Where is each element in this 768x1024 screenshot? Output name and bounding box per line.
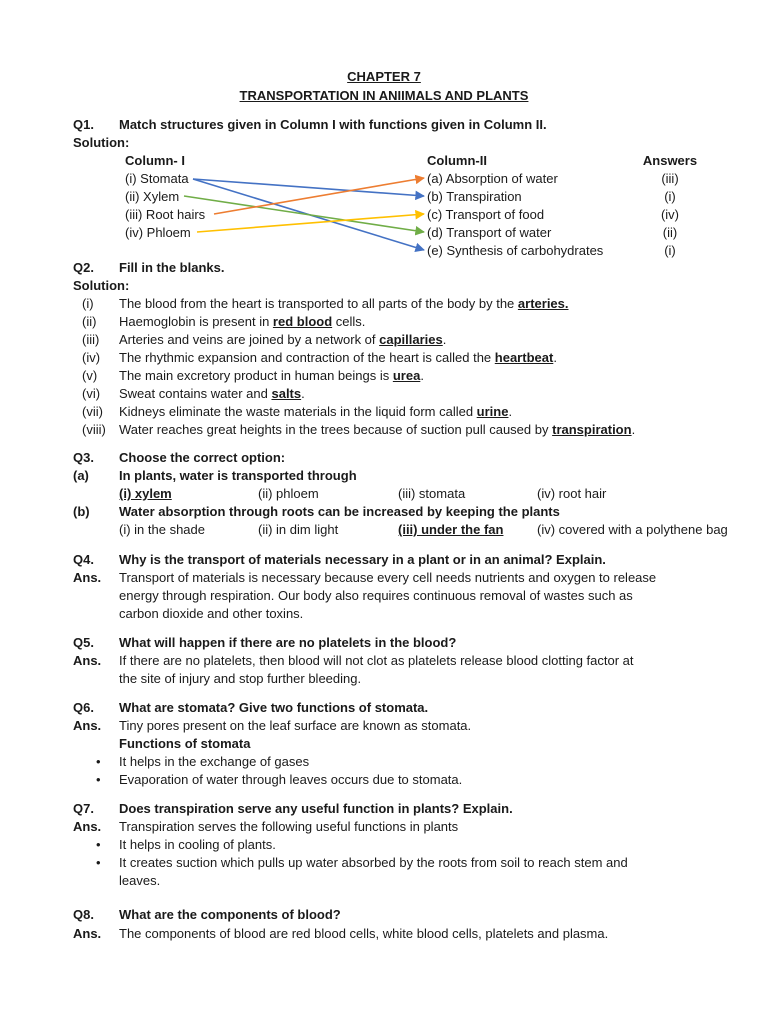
- q2-solution-label: Solution:: [73, 278, 130, 293]
- q4-answer-line: carbon dioxide and other toxins.: [119, 606, 304, 621]
- answer-item: (iii): [661, 171, 679, 186]
- bullet: •: [96, 837, 101, 852]
- fill-blank-item: The blood from the heart is transported to all parts of the body by the arteries.: [119, 296, 569, 311]
- q6-answer: Tiny pores present on the leaf surface are known as stomata.: [119, 718, 472, 733]
- answers-header: Answers: [642, 153, 698, 168]
- fill-blank-answer: red blood: [272, 314, 333, 329]
- fill-blank-numeral: (i): [82, 296, 94, 311]
- column-2-header: Column-II: [427, 153, 487, 168]
- q7-bullet-item: It creates suction which pulls up water absorbed by the roots from soil to reach stem and: [119, 855, 628, 870]
- q6-question: What are stomata? Give two functions of stomata.: [119, 700, 429, 715]
- q5-answer-line: If there are no platelets, then blood will not clot as platelets release blood clotting factor at: [119, 653, 634, 668]
- column-2-item: (a) Absorption of water: [427, 171, 558, 186]
- q7-ans-label: Ans.: [73, 819, 102, 834]
- q7-number: Q7.: [73, 801, 94, 816]
- q4-number: Q4.: [73, 552, 94, 567]
- matching-arrows: [0, 0, 768, 300]
- q3b-option: (ii) in dim light: [258, 522, 339, 537]
- fill-blank-item: Haemoglobin is present in red blood cells.: [119, 314, 366, 329]
- answer-item: (i): [664, 243, 676, 258]
- arrow-phloem-to-transport-food: [197, 214, 424, 232]
- q5-number: Q5.: [73, 635, 94, 650]
- q4-ans-label: Ans.: [73, 570, 102, 585]
- bullet: •: [96, 772, 101, 787]
- fill-blank-numeral: (iii): [82, 332, 100, 347]
- q6-bullet-item: Evaporation of water through leaves occurs due to stomata.: [119, 772, 463, 787]
- fill-blank-item: Water reaches great heights in the trees because of suction pull caused by transpiration.: [119, 422, 636, 437]
- column-2-item: (d) Transport of water: [427, 225, 552, 240]
- q5-question: What will happen if there are no platelets in the blood?: [119, 635, 457, 650]
- fill-blank-item: Kidneys eliminate the waste materials in the liquid form called urine.: [119, 404, 513, 419]
- q3-part-b-question: Water absorption through roots can be increased by keeping the plants: [119, 504, 560, 519]
- page-title: TRANSPORTATION IN ANIIMALS AND PLANTS: [239, 88, 529, 103]
- chapter-label: CHAPTER 7: [347, 69, 421, 84]
- column-2-item: (b) Transpiration: [427, 189, 522, 204]
- column-2-item: (e) Synthesis of carbohydrates: [427, 243, 604, 258]
- fill-blank-answer: salts: [271, 386, 302, 401]
- q4-question: Why is the transport of materials necessary in a plant or in an animal? Explain.: [119, 552, 606, 567]
- q3a-option-correct: (i) xylem: [119, 486, 172, 501]
- fill-blank-answer: urine: [476, 404, 509, 419]
- q3a-option: (iii) stomata: [398, 486, 466, 501]
- q2-number: Q2.: [73, 260, 94, 275]
- q4-answer-line: energy through respiration. Our body also requires continuous removal of wastes such as: [119, 588, 633, 603]
- fill-blank-item: Sweat contains water and salts.: [119, 386, 305, 401]
- q3-part-a-label: (a): [73, 468, 89, 483]
- column-1-header: Column- I: [125, 153, 185, 168]
- fill-blank-numeral: (vii): [82, 404, 103, 419]
- fill-blank-answer: capillaries: [379, 332, 443, 347]
- q1-number: Q1.: [73, 117, 94, 132]
- q3-number: Q3.: [73, 450, 94, 465]
- fill-blank-numeral: (vi): [82, 386, 101, 401]
- answer-item: (ii): [662, 225, 678, 240]
- bullet: •: [96, 754, 101, 769]
- q5-ans-label: Ans.: [73, 653, 102, 668]
- fill-blank-answer: arteries.: [517, 296, 569, 311]
- answer-item: (iv): [660, 207, 680, 222]
- q4-answer-line: Transport of materials is necessary because every cell needs nutrients and oxygen to release: [119, 570, 657, 585]
- q3-part-b-label: (b): [73, 504, 90, 519]
- q6-subheading: Functions of stomata: [119, 736, 251, 751]
- column-1-item: (iii) Root hairs: [125, 207, 206, 222]
- fill-blank-numeral: (v): [82, 368, 98, 383]
- column-1-item: (ii) Xylem: [125, 189, 180, 204]
- column-2-item: (c) Transport of food: [427, 207, 545, 222]
- arrow-xylem-to-transport-water: [184, 196, 424, 232]
- column-1-item: (i) Stomata: [125, 171, 189, 186]
- q8-ans-label: Ans.: [73, 926, 102, 941]
- q1-question: Match structures given in Column I with functions given in Column II.: [119, 117, 547, 132]
- q3-question: Choose the correct option:: [119, 450, 286, 465]
- q2-question: Fill in the blanks.: [119, 260, 225, 275]
- q6-number: Q6.: [73, 700, 94, 715]
- q8-question: What are the components of blood?: [119, 907, 341, 922]
- fill-blank-numeral: (iv): [82, 350, 101, 365]
- q7-bullet-item: It helps in cooling of plants.: [119, 837, 276, 852]
- q8-number: Q8.: [73, 907, 94, 922]
- fill-blank-item: The rhythmic expansion and contraction of the heart is called the heartbeat.: [119, 350, 557, 365]
- fill-blank-answer: urea: [392, 368, 421, 383]
- q6-ans-label: Ans.: [73, 718, 102, 733]
- q7-bullet-item-continued: leaves.: [119, 873, 161, 888]
- q3a-option: (iv) root hair: [537, 486, 607, 501]
- q3b-option: (iv) covered with a polythene bag: [537, 522, 728, 537]
- q7-question: Does transpiration serve any useful function in plants? Explain.: [119, 801, 513, 816]
- answer-item: (i): [664, 189, 676, 204]
- q3b-option-correct: (iii) under the fan: [398, 522, 504, 537]
- bullet: •: [96, 855, 101, 870]
- fill-blank-item: Arteries and veins are joined by a network of capillaries.: [119, 332, 447, 347]
- fill-blank-answer: heartbeat: [494, 350, 554, 365]
- q8-answer: The components of blood are red blood cells, white blood cells, platelets and plasma.: [119, 926, 609, 941]
- q6-bullet-item: It helps in the exchange of gases: [119, 754, 310, 769]
- q3a-option: (ii) phloem: [258, 486, 319, 501]
- q3b-option: (i) in the shade: [119, 522, 205, 537]
- q5-answer-line: the site of injury and stop further bleeding.: [119, 671, 362, 686]
- fill-blank-numeral: (viii): [82, 422, 106, 437]
- arrow-stomata-to-transpiration: [193, 179, 424, 196]
- fill-blank-answer: transpiration: [552, 422, 632, 437]
- column-1-item: (iv) Phloem: [125, 225, 191, 240]
- q1-solution-label: Solution:: [73, 135, 130, 150]
- q7-answer: Transpiration serves the following useful functions in plants: [119, 819, 459, 834]
- q3-part-a-question: In plants, water is transported through: [119, 468, 357, 483]
- fill-blank-item: The main excretory product in human beings is urea.: [119, 368, 424, 383]
- fill-blank-numeral: (ii): [82, 314, 97, 329]
